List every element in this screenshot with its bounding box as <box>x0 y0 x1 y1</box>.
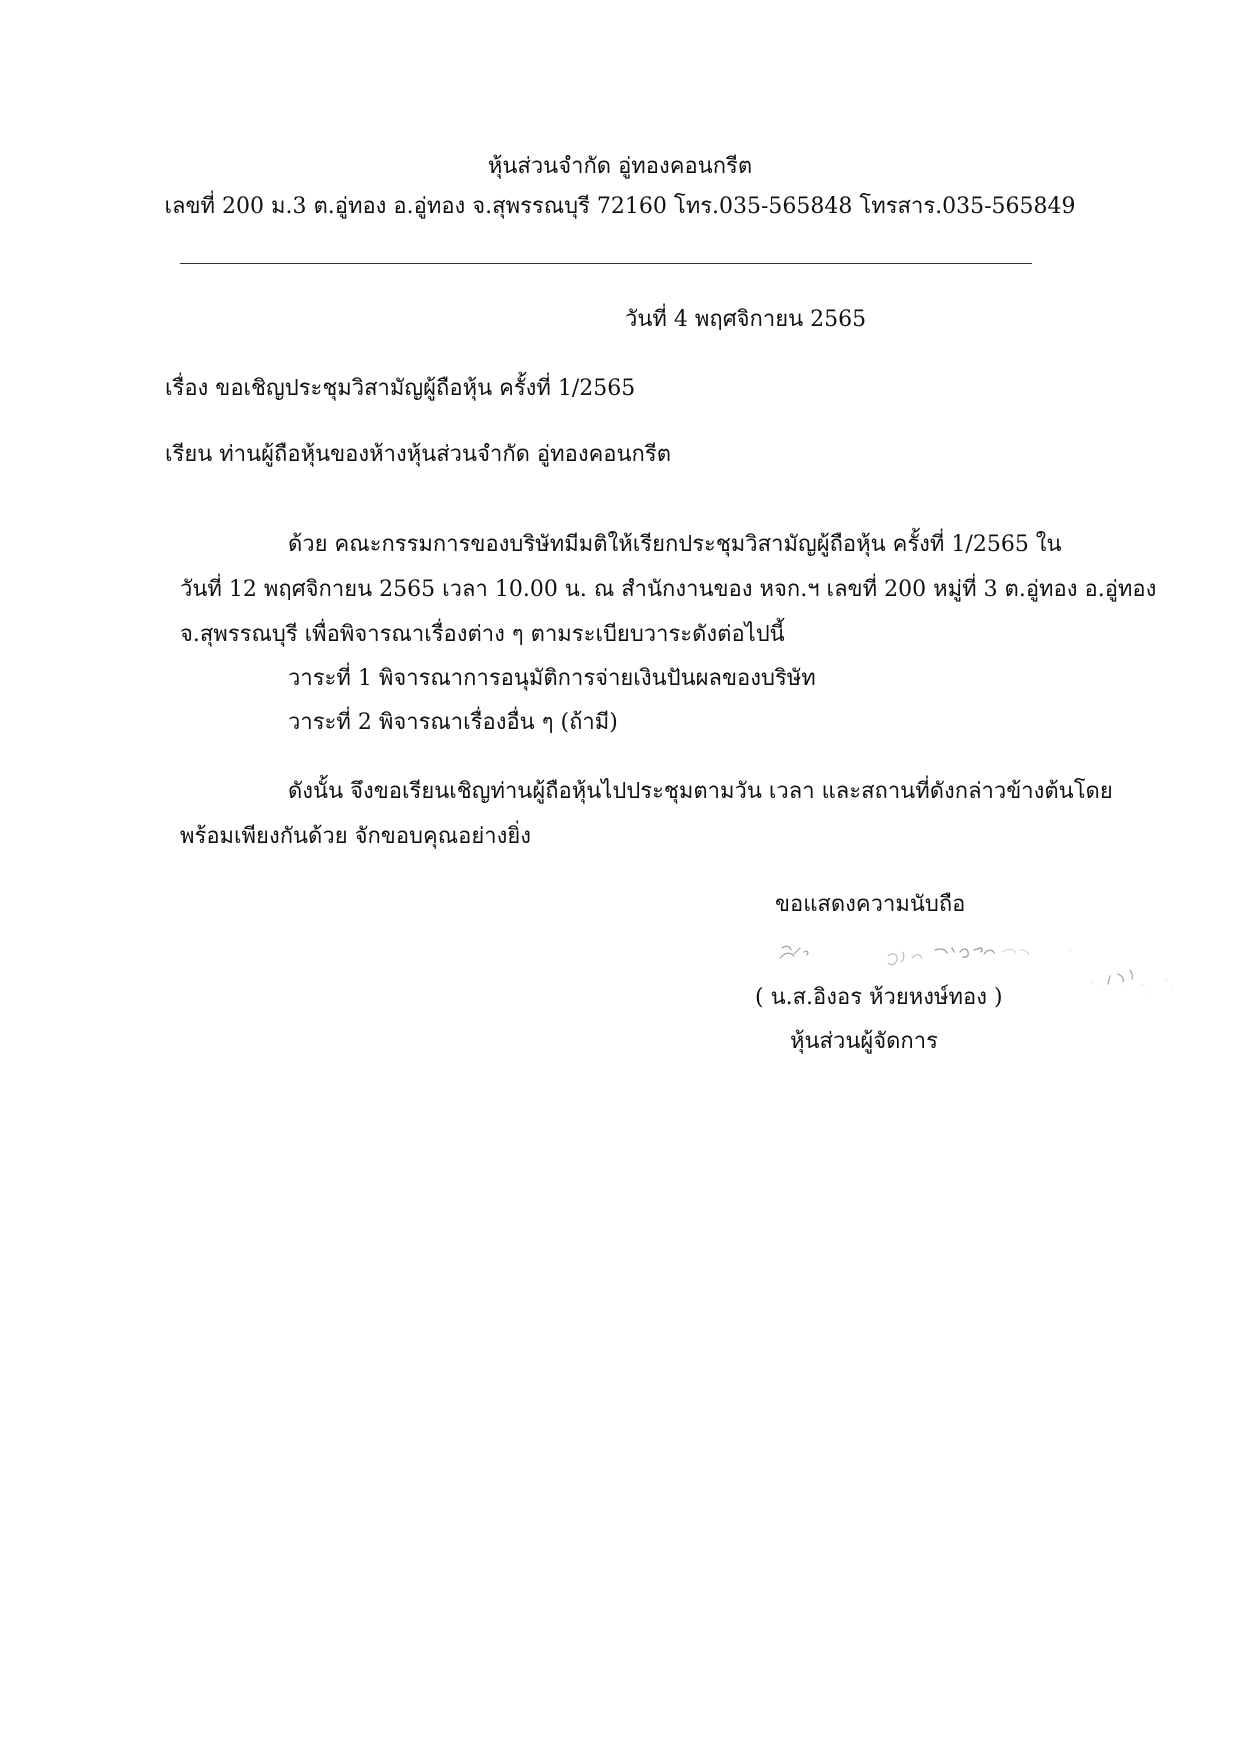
agenda-item-2: วาระที่ 2 พิจารณาเรื่องอื่น ๆ (ถ้ามี) <box>288 710 618 735</box>
letter-recipient: เรียน ท่านผู้ถือหุ้นของห้างหุ้นส่วนจำกัด อู่ทองคอนกรีต <box>165 442 671 467</box>
closing-salutation: ขอแสดงความนับถือ <box>775 892 966 917</box>
letterhead-divider <box>180 263 1032 264</box>
letter-subject: เรื่อง ขอเชิญประชุมวิสามัญผู้ถือหุ้น ครั้งที่ 1/2565 <box>165 376 636 401</box>
agenda-item-1: วาระที่ 1 พิจารณาการอนุมัติการจ่ายเงินปันผลของบริษัท <box>288 666 816 691</box>
body-paragraph-1-line-2: วันที่ 12 พฤศจิกายน 2565 เวลา 10.00 น. ณ สำนักงานของ หจก.ฯ เลขที่ 200 หมู่ที่ 3 ต.อู่ทอง อ.อู่ทอง <box>180 577 1157 602</box>
body-paragraph-2-line-1: ดังนั้น จึงขอเรียนเชิญท่านผู้ถือหุ้นไปประชุมตามวัน เวลา และสถานที่ดังกล่าวข้างต้นโดย <box>288 779 1113 804</box>
body-paragraph-1-line-1: ด้วย คณะกรรมการของบริษัทมีมติให้เรียกประชุมวิสามัญผู้ถือหุ้น ครั้งที่ 1/2565 ใน <box>288 532 1062 557</box>
company-name: หุ้นส่วนจำกัด อู่ทองคอนกรีต <box>487 154 753 179</box>
letter-date: วันที่ 4 พฤศจิกายน 2565 <box>625 307 867 332</box>
body-paragraph-2-line-2: พร้อมเพียงกันด้วย จักขอบคุณอย่างยิ่ง <box>180 824 531 849</box>
signatory-name: ( น.ส.อิงอร ห้วยหงษ์ทอง ) <box>755 985 1003 1010</box>
signatory-position: หุ้นส่วนผู้จัดการ <box>790 1029 938 1054</box>
company-address: เลขที่ 200 ม.3 ต.อู่ทอง อ.อู่ทอง จ.สุพรรณบุรี 72160 โทร.035-565848 โทรสาร.035-565849 <box>164 194 1076 219</box>
body-paragraph-1-line-3: จ.สุพรรณบุรี เพื่อพิจารณาเรื่องต่าง ๆ ตามระเบียบวาระดังต่อไปนี้ <box>180 622 785 647</box>
